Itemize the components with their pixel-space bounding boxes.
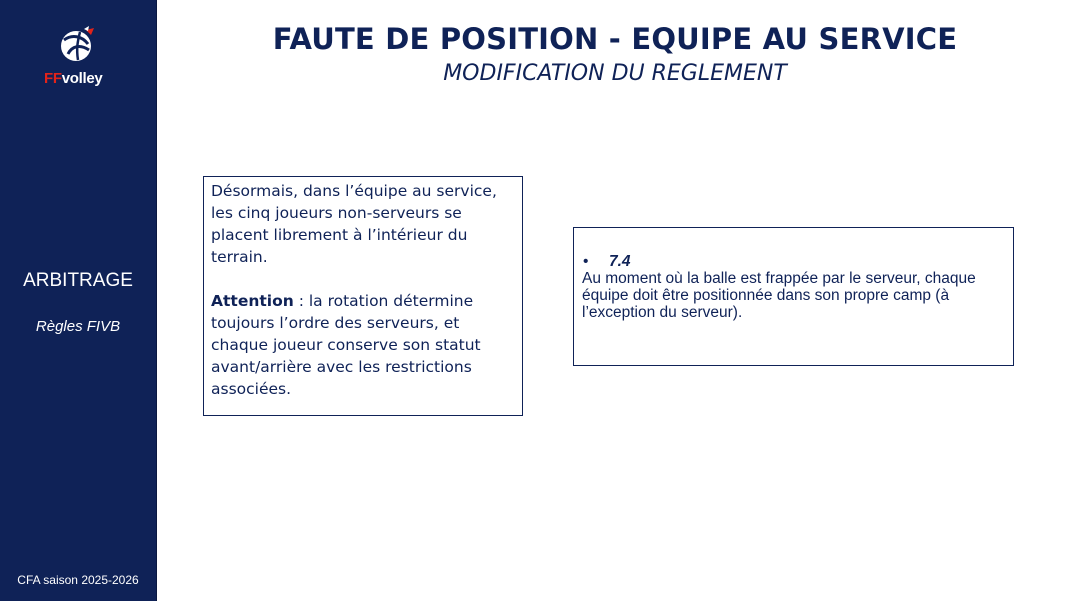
section-title: ARBITRAGE [23,270,133,291]
attention-label: Attention [211,292,294,310]
rule-number: 7.4 [609,253,631,270]
season-footer: CFA saison 2025-2026 [17,573,139,587]
sidebar [0,0,157,601]
rule-heading [582,253,1005,270]
rule-text: Au moment où la balle est frappée par le serveur, chaque équipe doit être positionnée dans son propre camp (à l’exception du serveur). [582,270,976,321]
attention-text: : la rotation détermine toujours l’ordre des serveurs, et chaque joueur conserve son statut avant/arrière avec les restrictions associées. [211,292,481,398]
slide-subtitle: MODIFICATION DU REGLEMENT [443,61,787,86]
explanation-paragraph: Désormais, dans l’équipe au service, les cinq joueurs non-serveurs se placent librement à l’intérieur du terrain. [211,182,497,266]
logo-volley: volley [61,70,103,87]
volleyball-icon [58,26,98,64]
section-subtitle: Règles FIVB [35,318,121,335]
logo-ff: FF [44,70,62,87]
bullet-icon: • [583,253,589,270]
slide-title: FAUTE DE POSITION - EQUIPE AU SERVICE [272,22,958,56]
rule-box [573,227,1014,366]
ffvolley-logo [44,26,114,90]
logo-text [44,70,114,87]
attention-paragraph [211,290,514,400]
explanation-box [203,176,523,416]
